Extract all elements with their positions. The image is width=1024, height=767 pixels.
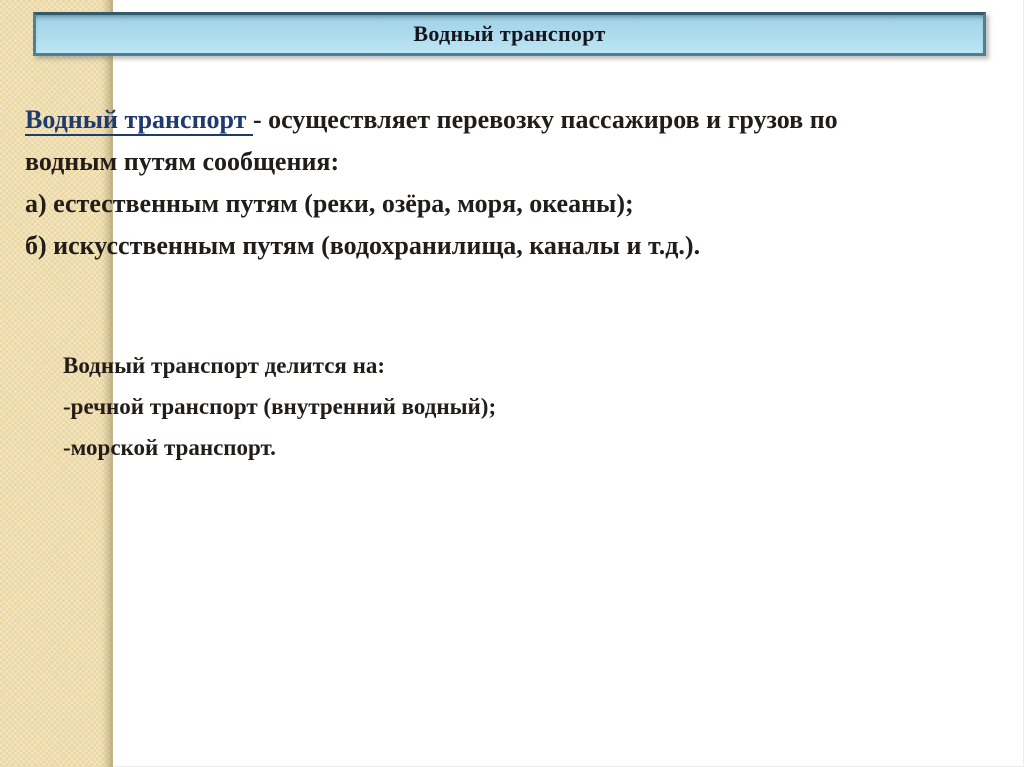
definition-line-2: водным путям сообщения: (25, 147, 340, 176)
definition-line-1 (25, 99, 990, 141)
division-paragraph (63, 345, 963, 468)
slide-title: Водный транспорт (413, 21, 606, 46)
term-link[interactable]: Водный транспорт (25, 105, 253, 134)
definition-item-natural: а) естественным путям (реки, озёра, моря, океаны); (25, 189, 634, 218)
definition-paragraph (25, 99, 990, 267)
definition-item-artificial: б) искусственным путям (водохранилища, каналы и т.д.). (25, 231, 701, 260)
division-heading: Водный транспорт делится на: (63, 353, 386, 378)
slide-title-bar (33, 12, 986, 56)
division-item-river: -речной транспорт (внутренний водный); (63, 394, 497, 419)
division-item-sea: -морской транспорт. (63, 435, 276, 460)
definition-line-1-rest: - осуществляет перевозку пассажиров и грузов по (252, 105, 838, 134)
